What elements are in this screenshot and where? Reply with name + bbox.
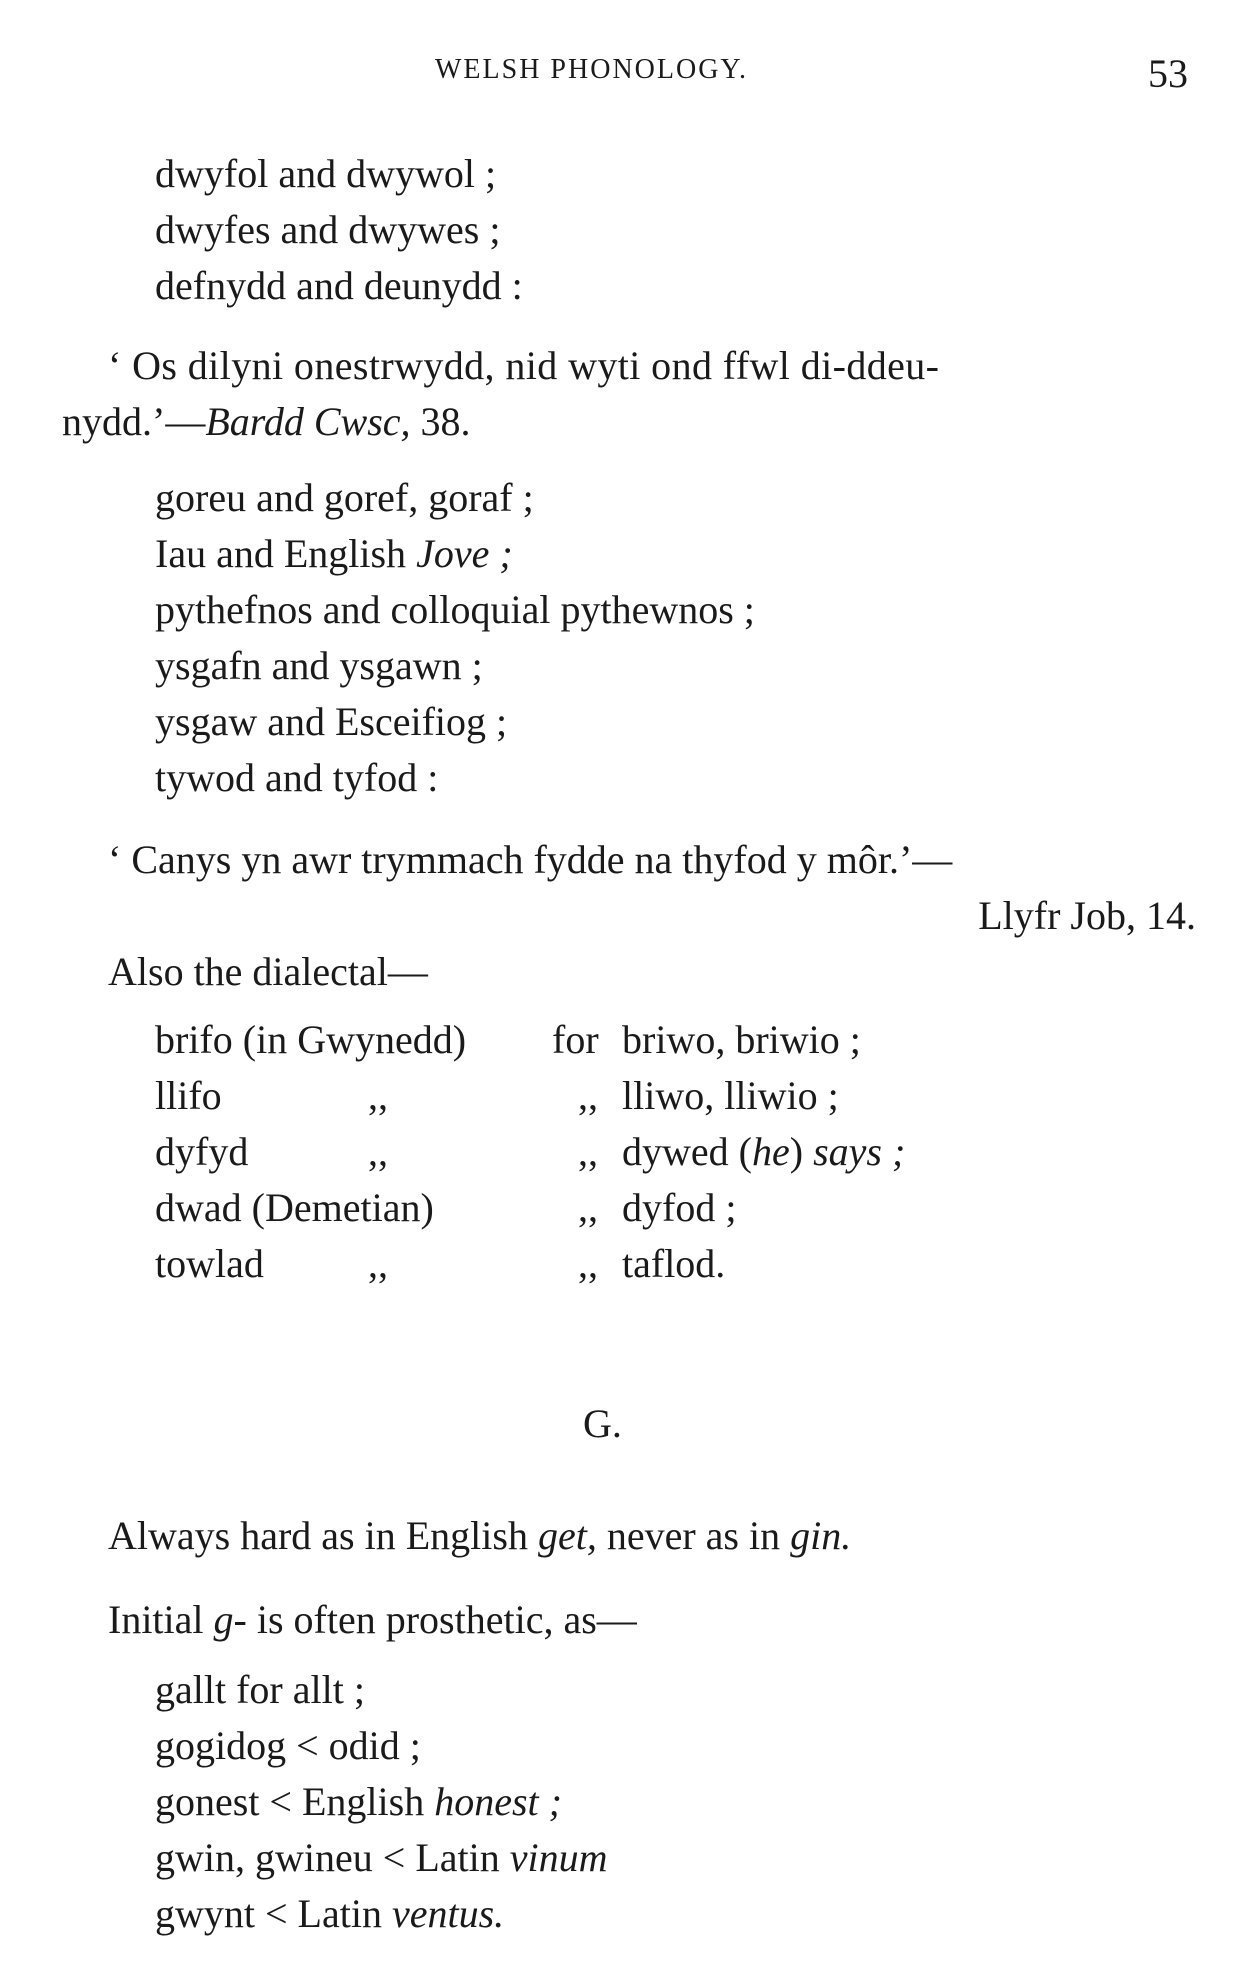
para-text: never as in: [596, 1513, 791, 1558]
dialect-target: [622, 1124, 905, 1180]
dialect-word: brifo (in Gwynedd): [155, 1017, 467, 1062]
page-number: 53: [1148, 51, 1188, 96]
example-line: ysgafn and ysgawn ;: [155, 643, 483, 688]
example-italic: honest ;: [434, 1779, 562, 1824]
dialect-target: lliwo, lliwio ;: [622, 1073, 839, 1118]
para-text: is often prosthetic, as—: [246, 1597, 637, 1642]
dialect-for: ,,: [578, 1129, 598, 1174]
target-italic: he: [751, 1129, 790, 1174]
example-line: [155, 1830, 608, 1886]
para-italic: g-: [213, 1597, 247, 1642]
quote-line: ‘ Os dilyni onestrwydd, nid wyti ond ffwl di-ddeu-: [108, 343, 940, 388]
paragraph: [108, 1592, 637, 1648]
example-line: ysgaw and Esceifiog ;: [155, 699, 508, 744]
example-italic: vinum: [509, 1835, 608, 1880]
dialect-word: towlad: [155, 1241, 264, 1286]
quote-text: nydd.’—: [62, 399, 206, 444]
target-text: ): [789, 1129, 814, 1174]
ditto-mark: ,,: [368, 1073, 388, 1118]
target-text: dywed (: [622, 1129, 752, 1174]
dialect-for: ,,: [578, 1073, 598, 1118]
dialect-for: ,,: [578, 1241, 598, 1286]
ditto-mark: ,,: [368, 1241, 388, 1286]
quote-source: Llyfr Job, 14.: [978, 893, 1196, 938]
example-line: [155, 1886, 504, 1942]
example-line: dwyfol and dwywol ;: [155, 151, 497, 196]
running-header: WELSH PHONOLOGY.: [435, 54, 749, 85]
example-line: [155, 526, 513, 582]
quote-line: [62, 394, 471, 450]
quote-line: ‘ Canys yn awr trymmach fydde na thyfod y môr.’—: [108, 837, 953, 882]
example-text: gwin, gwineu < Latin: [155, 1835, 510, 1880]
dialect-word: dwad (Demetian): [155, 1185, 434, 1230]
dialect-word: dyfyd: [155, 1129, 249, 1174]
para-text: Initial: [108, 1597, 214, 1642]
example-text: Iau and English: [155, 531, 417, 576]
example-text: gonest < English: [155, 1779, 435, 1824]
example-line: goreu and goref, goraf ;: [155, 475, 534, 520]
dialect-target: dyfod ;: [622, 1185, 737, 1230]
dialect-word: llifo: [155, 1073, 222, 1118]
example-line: gallt for allt ;: [155, 1667, 365, 1712]
dialect-for: for: [552, 1017, 599, 1062]
example-line: gogidog < odid ;: [155, 1723, 421, 1768]
example-italic: ventus.: [391, 1891, 505, 1936]
example-line: tywod and tyfod :: [155, 755, 439, 800]
para-italic: gin.: [790, 1513, 852, 1558]
target-italic: says ;: [813, 1129, 906, 1174]
para-text: Always hard as in English: [108, 1513, 538, 1558]
para-italic: get,: [537, 1513, 597, 1558]
ditto-mark: ,,: [368, 1129, 388, 1174]
dialect-target: taflod.: [622, 1241, 726, 1286]
example-text: gwynt < Latin: [155, 1891, 392, 1936]
section-heading: G.: [583, 1401, 622, 1446]
example-line: dwyfes and dwywes ;: [155, 207, 501, 252]
example-line: pythefnos and colloquial pythewnos ;: [155, 587, 755, 632]
dialect-for: ,,: [578, 1185, 598, 1230]
quote-number: 38.: [410, 399, 471, 444]
example-line: defnydd and deunydd :: [155, 263, 523, 308]
example-italic: Jove ;: [416, 531, 513, 576]
dialect-target: briwo, briwio ;: [622, 1017, 861, 1062]
paragraph: Also the dialectal—: [108, 949, 428, 994]
example-line: [155, 1774, 562, 1830]
paragraph: [108, 1508, 851, 1564]
quote-source: Bardd Cwsc,: [205, 399, 411, 444]
